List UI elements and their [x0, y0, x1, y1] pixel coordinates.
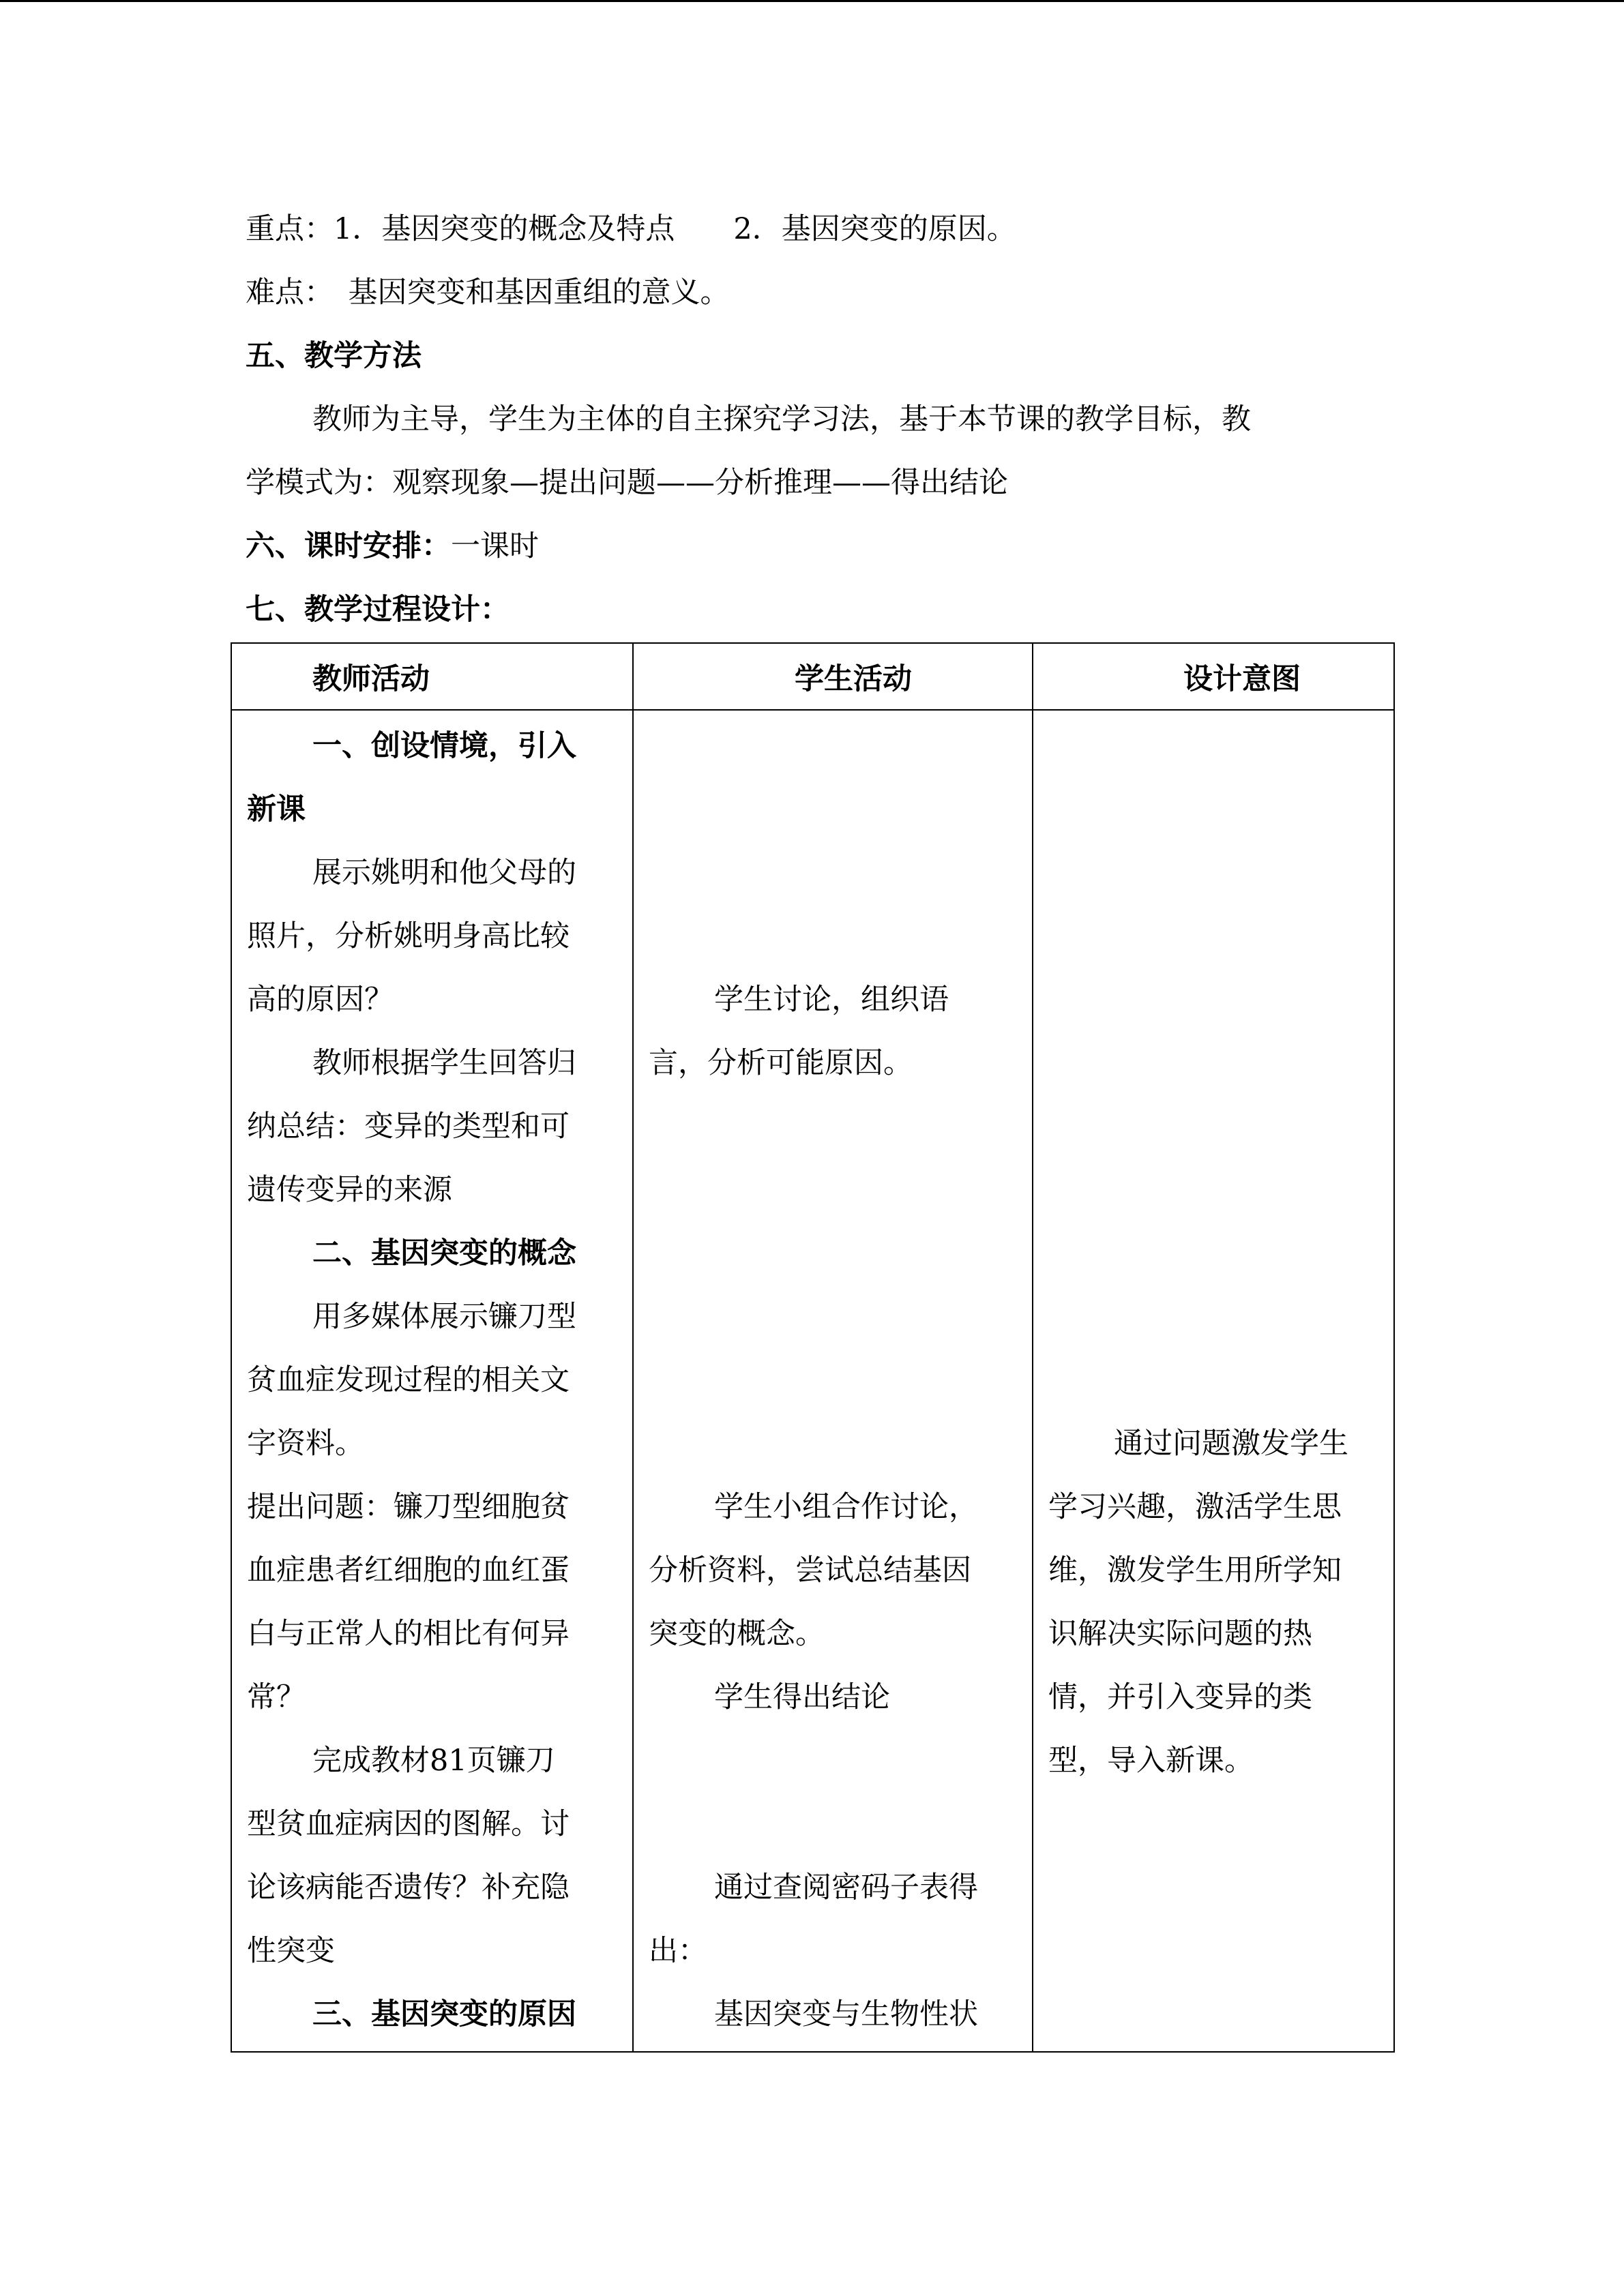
teacher-heading-1: 一、创设情境，引入 — [312, 729, 576, 763]
header-teacher-activity — [231, 643, 633, 710]
section-7-title: 七、教学过程设计： — [246, 593, 510, 627]
key-points-line: 重点：1．基因突变的概念及特点 2．基因突变的原因。 — [246, 212, 1016, 246]
teacher-text: 性突变 — [247, 1934, 335, 1968]
teacher-text: 用多媒体展示镰刀型 — [312, 1300, 576, 1334]
teacher-text: 完成教材81页镰刀 — [312, 1744, 555, 1778]
section-6-value: 一课时 — [451, 529, 539, 563]
teacher-heading-1-cont: 新课 — [247, 792, 306, 826]
student-text: 基因突变与生物性状 — [714, 1997, 978, 2031]
student-text: 学生得出结论 — [714, 1680, 890, 1714]
section-5-body-line-1: 教师为主导，学生为主体的自主探究学习法，基于本节课的教学目标，教 — [312, 402, 1251, 436]
section-6-line — [246, 526, 539, 567]
header-teacher-label: 教师活动 — [312, 661, 430, 696]
intent-text: 通过问题激发学生 — [1114, 1427, 1348, 1461]
header-intent-label: 设计意图 — [1183, 661, 1301, 696]
table-header-row — [231, 643, 1394, 710]
table-row — [231, 710, 1394, 2052]
student-text: 学生小组合作讨论， — [714, 1490, 978, 1524]
design-intent-cell — [1033, 710, 1394, 2052]
teacher-text: 纳总结：变异的类型和可 — [247, 1109, 570, 1144]
intent-text: 情，并引入变异的类 — [1048, 1680, 1312, 1714]
teacher-text: 血症患者红细胞的血红蛋 — [247, 1553, 570, 1587]
teacher-text: 遗传变异的来源 — [247, 1173, 452, 1207]
student-text: 学生讨论，组织语 — [714, 983, 949, 1017]
intent-text: 学习兴趣，激活学生思 — [1048, 1490, 1342, 1524]
teacher-text: 型贫血症病因的图解。讨 — [247, 1807, 570, 1841]
student-text: 出： — [649, 1934, 707, 1968]
teacher-text: 白与正常人的相比有何异 — [247, 1617, 570, 1651]
teaching-process-table — [231, 642, 1395, 2053]
student-activity-cell — [633, 710, 1033, 2052]
section-5-title: 五、教学方法 — [246, 339, 422, 373]
teacher-text: 论该病能否遗传？补充隐 — [247, 1870, 570, 1905]
student-text: 突变的概念。 — [649, 1617, 825, 1651]
section-6-title: 六、课时安排： — [246, 529, 451, 563]
intent-text: 维，激发学生用所学知 — [1048, 1553, 1342, 1587]
student-text: 言，分析可能原因。 — [649, 1046, 913, 1080]
header-design-intent — [1033, 643, 1394, 710]
teacher-text: 展示姚明和他父母的 — [312, 856, 576, 890]
header-student-activity — [633, 643, 1033, 710]
student-text: 分析资料，尝试总结基因 — [649, 1553, 971, 1587]
difficulty-line: 难点： 基因突变和基因重组的意义。 — [246, 275, 730, 310]
intent-text: 型，导入新课。 — [1048, 1744, 1254, 1778]
page-top-border — [0, 0, 1624, 2]
teacher-text: 高的原因？ — [247, 983, 394, 1017]
teacher-heading-3: 三、基因突变的原因 — [312, 1997, 576, 2031]
teacher-text: 常？ — [247, 1680, 306, 1714]
student-text: 通过查阅密码子表得 — [714, 1870, 978, 1905]
teacher-activity-cell — [231, 710, 633, 2052]
section-5-body-line-2: 学模式为：观察现象—提出问题——分析推理——得出结论 — [246, 466, 1008, 500]
teacher-heading-2: 二、基因突变的概念 — [312, 1236, 576, 1270]
teacher-text: 提出问题：镰刀型细胞贫 — [247, 1490, 570, 1524]
teacher-text: 教师根据学生回答归 — [312, 1046, 576, 1080]
intent-text: 识解决实际问题的热 — [1048, 1617, 1312, 1651]
header-student-label: 学生活动 — [795, 661, 912, 696]
teacher-text: 照片，分析姚明身高比较 — [247, 919, 570, 953]
teacher-text: 贫血症发现过程的相关文 — [247, 1363, 570, 1397]
teacher-text: 字资料。 — [247, 1427, 364, 1461]
